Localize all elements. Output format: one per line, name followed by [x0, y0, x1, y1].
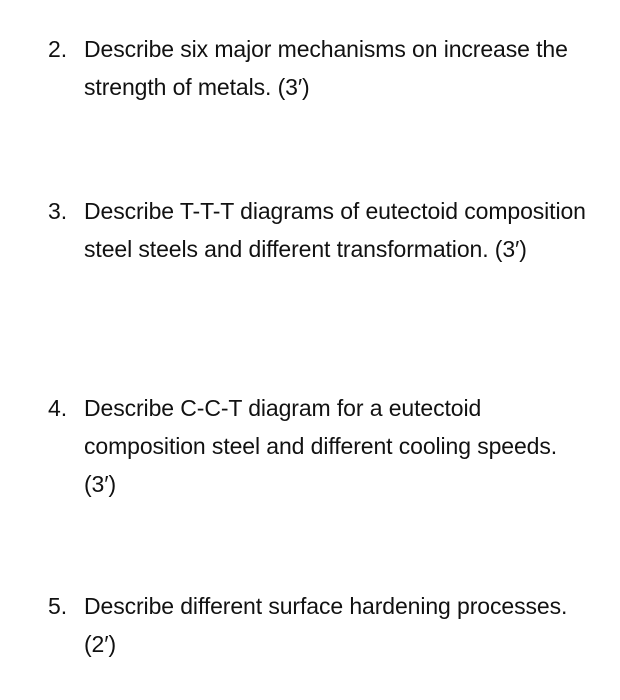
question-number: 2.: [48, 36, 67, 62]
question-item: [48, 389, 588, 503]
question-number: 3.: [48, 198, 67, 224]
question-text: Describe T-T-T diagrams of eutectoid composition steel steels and different transformation. (3′): [84, 198, 586, 262]
question-number: 5.: [48, 593, 67, 619]
question-text: Describe C-C-T diagram for a eutectoid composition steel and different cooling speeds. (3′): [84, 395, 558, 497]
question-text: Describe different surface hardening processes. (2′): [84, 593, 568, 657]
question-item: [48, 587, 588, 663]
question-item: [48, 30, 588, 106]
question-item: [48, 192, 588, 268]
question-text: Describe six major mechanisms on increase the strength of metals. (3′): [84, 36, 568, 100]
question-number: 4.: [48, 395, 67, 421]
